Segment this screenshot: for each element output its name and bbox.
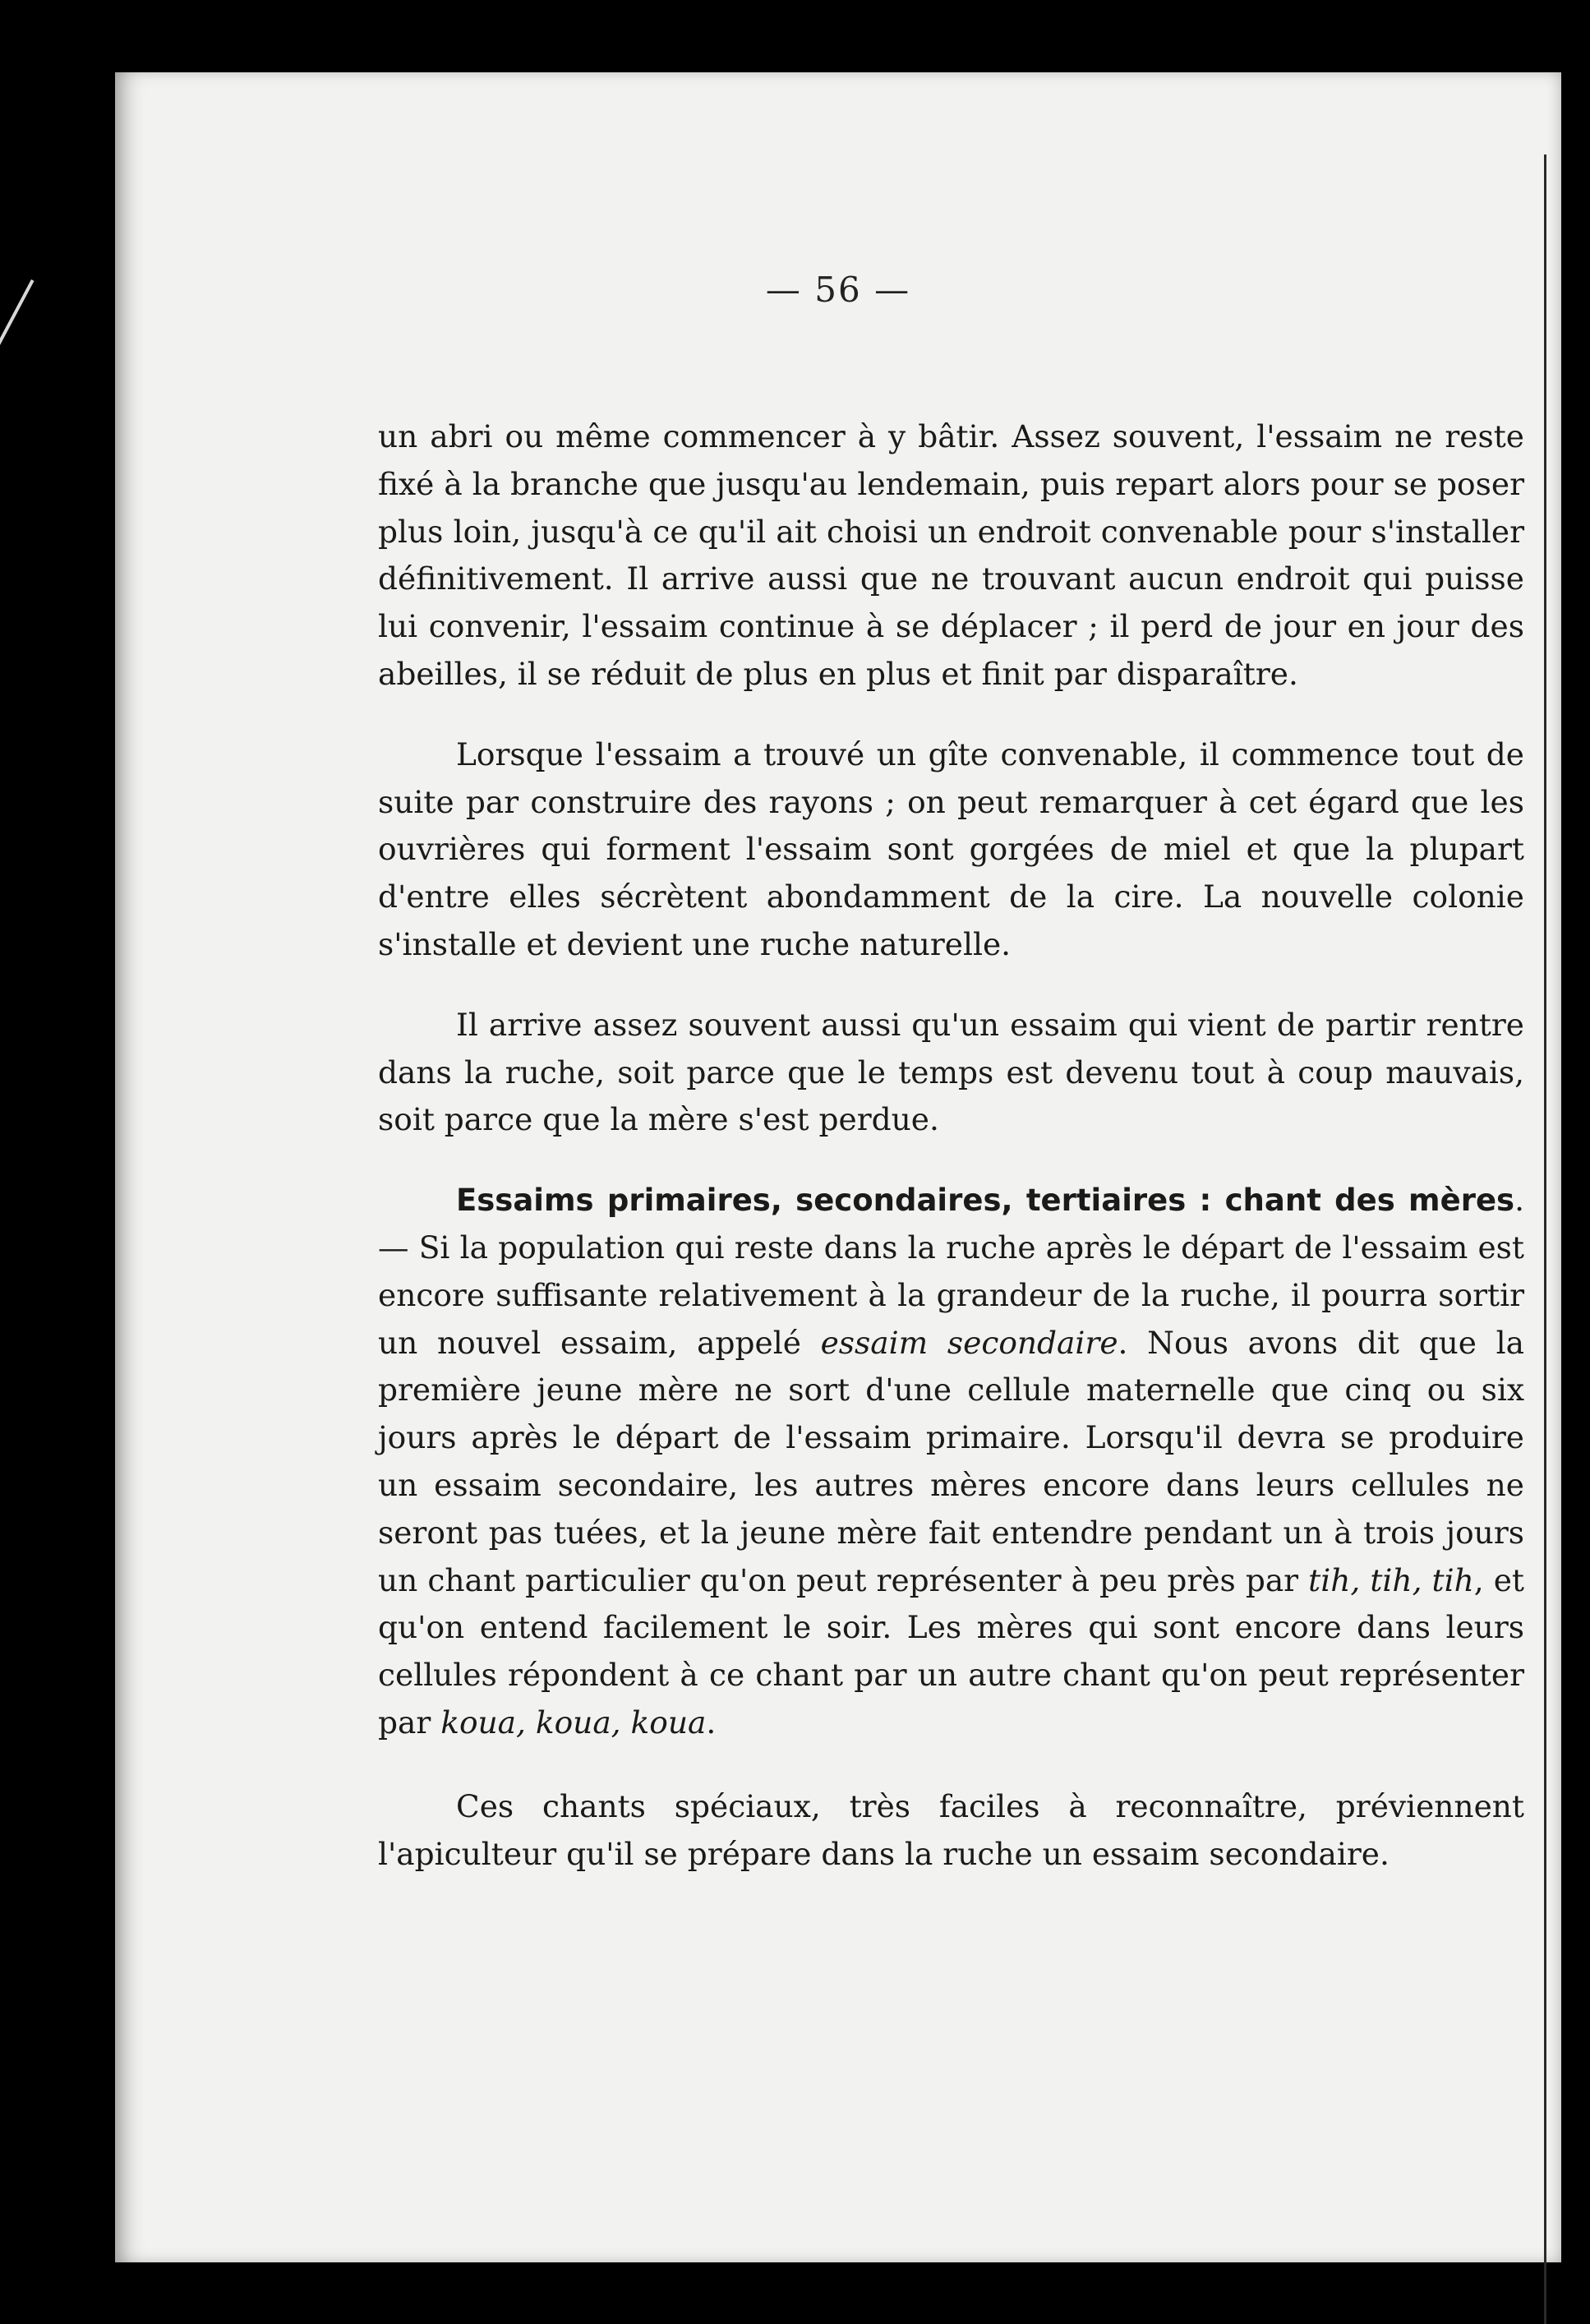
page-number: — 56 — [765,270,911,310]
essaims-italic-1: essaim secondaire [820,1324,1118,1361]
essaims-text-4: . [706,1704,717,1741]
paragraph-gite: Lorsque l'essaim a trouvé un gîte convenable, il commence tout de suite par construire des rayons ; on peut remarquer à cet égard que les ouvrières qui forment l'essaim sont gorgées de miel et que la plupart d'entre elles sécrètent abondamment de la cire. La nouvelle colonie s'installe et devient une ruche naturelle. [378,735,1524,962]
paragraph-retour: Il arrive assez souvent aussi qu'un essaim qui vient de partir rentre dans la ruche, soit parce que le temps est devenu tout à coup mauvais, soit parce que la mère s'est perdue. [378,1006,1524,1138]
section-heading: Essaims primaires, secondaires, tertiaires : chant des mères [456,1183,1515,1219]
body-text [378,413,1524,1878]
essaims-text-1: . — Si la population qui reste dans la ruche après le départ de l'essaim est encore suffisante relativement à la grandeur de la ruche, il pourra sortir un nouvel essaim, appelé [378,1182,1524,1361]
essaims-italic-2: tih, tih, tih [1308,1561,1474,1598]
essaims-italic-3: koua, koua, koua [440,1704,707,1741]
book-page [115,72,1561,2262]
page-edge [1544,154,1546,2324]
scan-mark [0,279,35,368]
essaims-text-3: , et qu'on entend facilement le soir. Les mères qui sont encore dans leurs cellules répondent à ce chant par un autre chant qu'on peut représenter par [378,1561,1525,1741]
essaims-text-2: . Nous avons dit que la première jeune mère ne sort d'une cellule maternelle que cinq ou six jours après le départ de l'essaim primaire. Lorsqu'il devra se produire un essaim secondaire, les autres mères encore dans leurs cellules ne seront pas tuées, et la jeune mère fait entendre pendant un à trois jours un chant particulier qu'on peut représenter à peu près par [378,1324,1524,1598]
paragraph-chants: Ces chants spéciaux, très faciles à reconnaître, préviennent l'apiculteur qu'il se prépare dans la ruche un essaim secondaire. [378,1787,1524,1872]
paragraph-essaims [378,1177,1524,1747]
paragraph-continuation: un abri ou même commencer à y bâtir. Assez souvent, l'essaim ne reste fixé à la branche que jusqu'au lendemain, puis repart alors pour se poser plus loin, jusqu'à ce qu'il ait choisi un endroit convenable pour s'installer définitivement. Il arrive aussi que ne trouvant aucun endroit qui puisse lui convenir, l'essaim continue à se déplacer ; il perd de jour en jour des abeilles, il se réduit de plus en plus et finit par disparaître. [378,418,1524,692]
